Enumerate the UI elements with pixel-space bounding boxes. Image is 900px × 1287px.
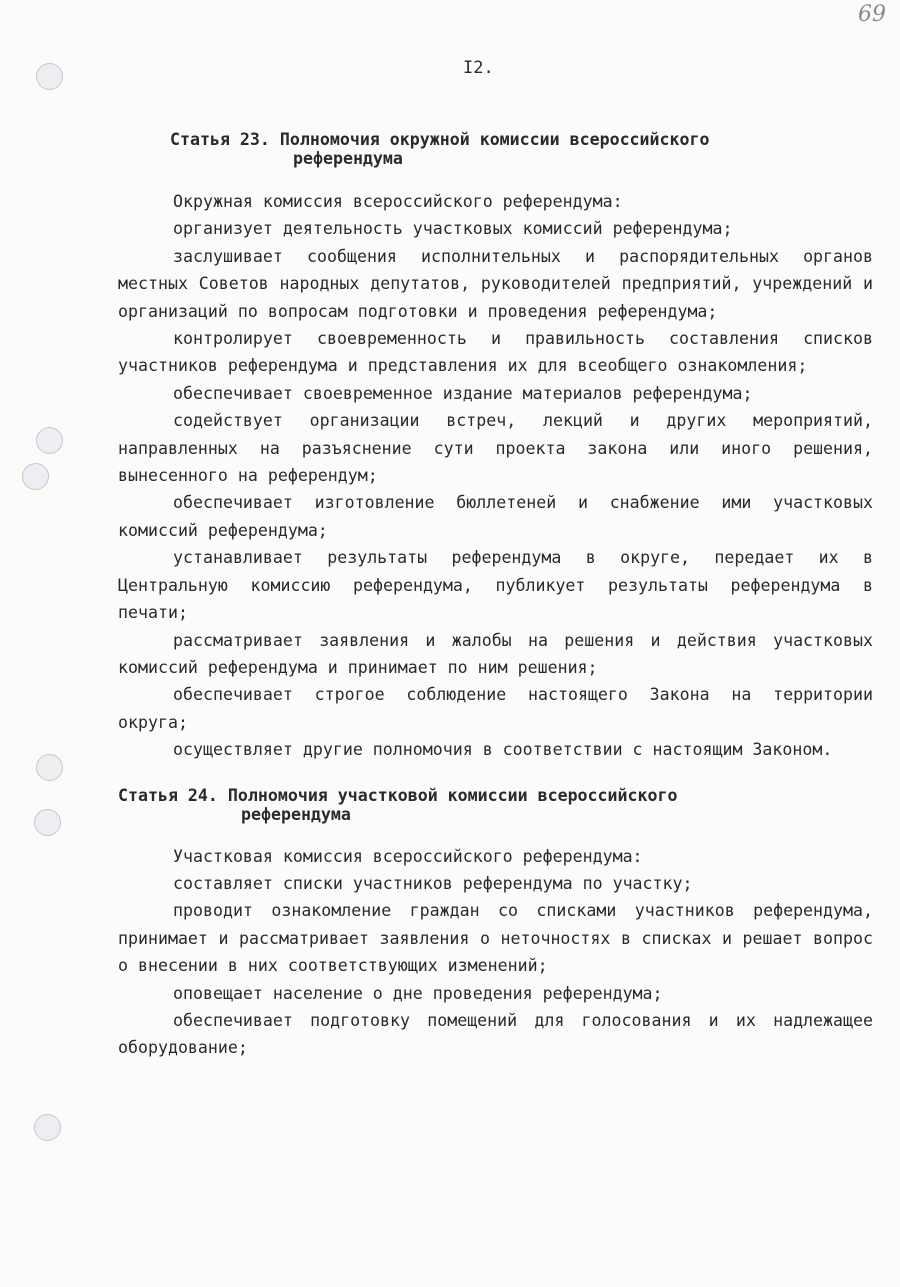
paragraph: обеспечивает подготовку помещений для голосования и их надлежащее оборудование; xyxy=(118,1010,873,1058)
page-number: I2. xyxy=(463,58,494,78)
article-23-heading xyxy=(170,130,873,168)
heading-line: Статья 24. Полномочия участковой комиссии всероссийского xyxy=(118,785,678,805)
paragraph: осуществляет другие полномочия в соответствии с настоящим Законом. xyxy=(173,740,833,760)
paragraph: контролирует своевременность и правильность составления списков участников референдума и представления их для всеобщего ознакомления; xyxy=(118,329,873,376)
punch-hole xyxy=(34,1114,61,1141)
paragraph: проводит ознакомление граждан со списками участников референдума, принимает и рассматривает заявления о неточностях в списках и решает вопрос о внесении в них соответствующих изменений; xyxy=(118,901,873,976)
punch-hole xyxy=(36,754,63,781)
archive-page-number: 69 xyxy=(858,2,886,27)
heading-line: референдума xyxy=(241,804,351,824)
heading-line: референдума xyxy=(293,149,403,168)
punch-hole xyxy=(36,63,63,90)
paragraph: составляет списки участников референдума по участку; xyxy=(173,873,693,893)
punch-hole xyxy=(34,809,61,836)
paragraph: обеспечивает своевременное издание материалов референдума; xyxy=(173,383,753,403)
punch-hole xyxy=(36,427,63,454)
paragraph: содействует организации встреч, лекций и других мероприятий, направленных на разъяснение сути проекта закона или иного решения, вынесенного на референдум; xyxy=(118,411,873,486)
paragraph: Участковая комиссия всероссийского референдума: xyxy=(173,846,643,866)
paragraph: организует деятельность участковых комиссий референдума; xyxy=(173,219,733,239)
paragraph: обеспечивает строгое соблюдение настоящего Закона на территории округа; xyxy=(118,685,873,732)
heading-line: Статья 23. Полномочия окружной комиссии всероссийского xyxy=(170,130,710,149)
paragraph: устанавливает результаты референдума в округе, передает их в Центральную комиссию референдума, публикует результаты референдума в печати; xyxy=(118,548,873,623)
paragraph: Окружная комиссия всероссийского референдума: xyxy=(173,192,623,211)
punch-hole xyxy=(22,463,49,490)
paragraph: рассматривает заявления и жалобы на решения и действия участковых комиссий референдума и принимает по ним решения; xyxy=(118,630,873,677)
document-body xyxy=(118,130,873,1062)
paragraph: оповещает население о дне проведения референдума; xyxy=(173,983,663,1003)
paragraph: заслушивает сообщения исполнительных и распорядительных органов местных Советов народных депутатов, руководителей предприятий, учреждений и организаций по вопросам подготовки и проведения референдума; xyxy=(118,246,873,321)
paragraph: обеспечивает изготовление бюллетеней и снабжение ими участковых комиссий референдума; xyxy=(118,493,873,540)
article-24-heading xyxy=(118,786,873,824)
